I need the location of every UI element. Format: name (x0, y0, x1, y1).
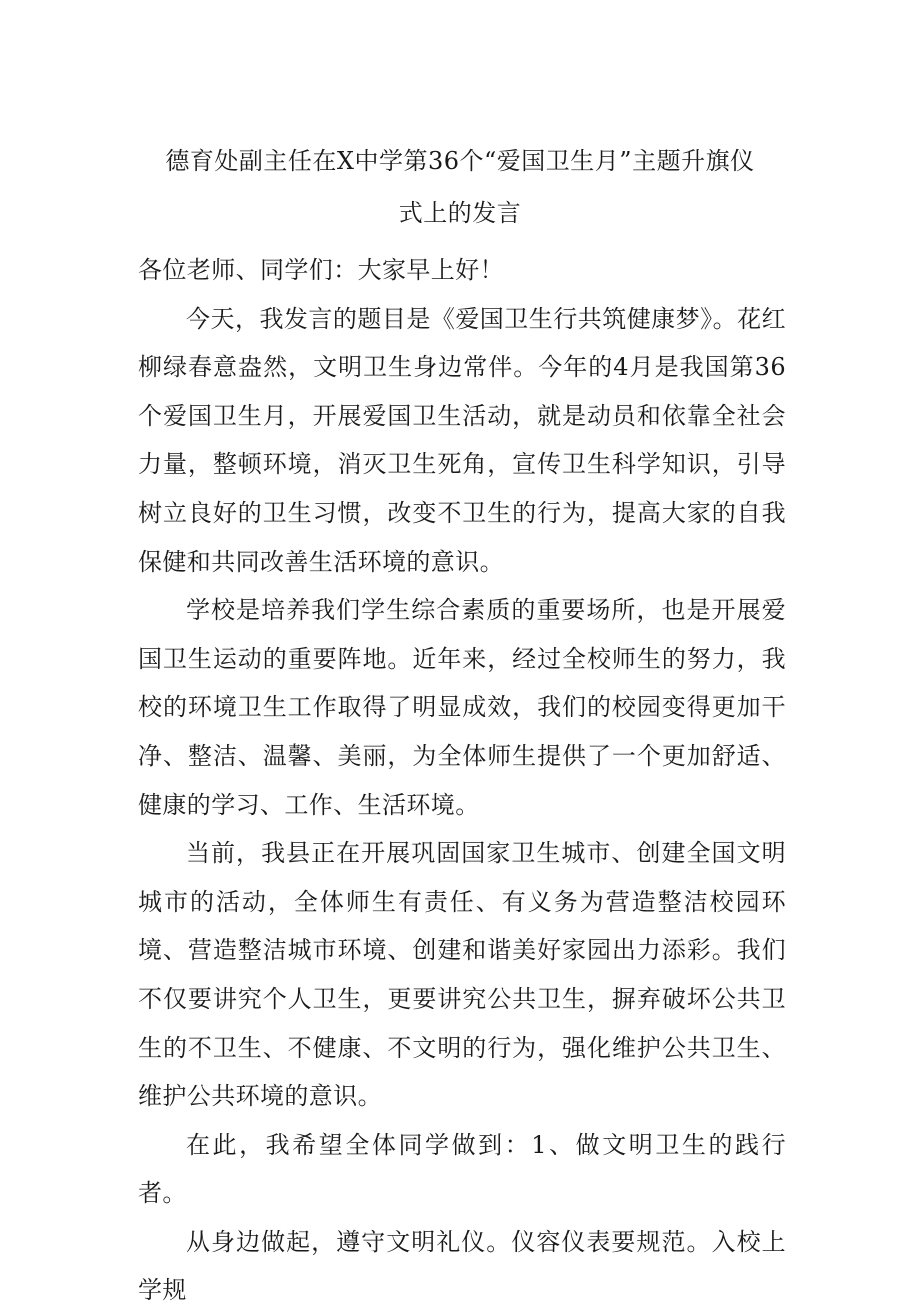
salutation: 各位老师、同学们：大家早上好！ (138, 256, 504, 284)
document-title-line-2: 式上的发言 (398, 199, 522, 227)
document-body (138, 246, 786, 1315)
paragraph-1: 今天，我发言的题目是《爱国卫生行共筑健康梦》。花红柳绿春意盎然，文明卫生身边常伴。今年的4月是我国第36个爱国卫生月，开展爱国卫生活动，就是动员和依靠全社会力量，整顿环境，消灭卫生死角，宣传卫生科学知识，引导树立良好的卫生习惯，改变不卫生的行为，提高大家的自我保健和共同改善生活环境的意识。 (138, 304, 786, 576)
paragraph-4: 在此，我希望全体同学做到：1、做文明卫生的践行者。 (138, 1130, 786, 1208)
document-title-line-1: 德育处副主任在X中学第36个“爱国卫生月”主题升旗仪 (165, 147, 755, 175)
paragraph-2: 学校是培养我们学生综合素质的重要场所，也是开展爱国卫生运动的重要阵地。近年来，经过全校师生的努力，我校的环境卫生工作取得了明显成效，我们的校园变得更加干净、整洁、温馨、美丽，为全体师生提供了一个更加舒适、健康的学习、工作、生活环境。 (138, 596, 786, 819)
paragraph-3: 当前，我县正在开展巩固国家卫生城市、创建全国文明城市的活动，全体师生有责任、有义务为营造整洁校园环境、营造整洁城市环境、创建和谐美好家园出力添彩。我们不仅要讲究个人卫生，更要讲究公共卫生，摒弃破坏公共卫生的不卫生、不健康、不文明的行为，强化维护公共卫生、维护公共环境的意识。 (138, 839, 786, 1111)
paragraph-5: 从身边做起，遵守文明礼仪。仪容仪表要规范。入校上学规 (138, 1227, 786, 1305)
